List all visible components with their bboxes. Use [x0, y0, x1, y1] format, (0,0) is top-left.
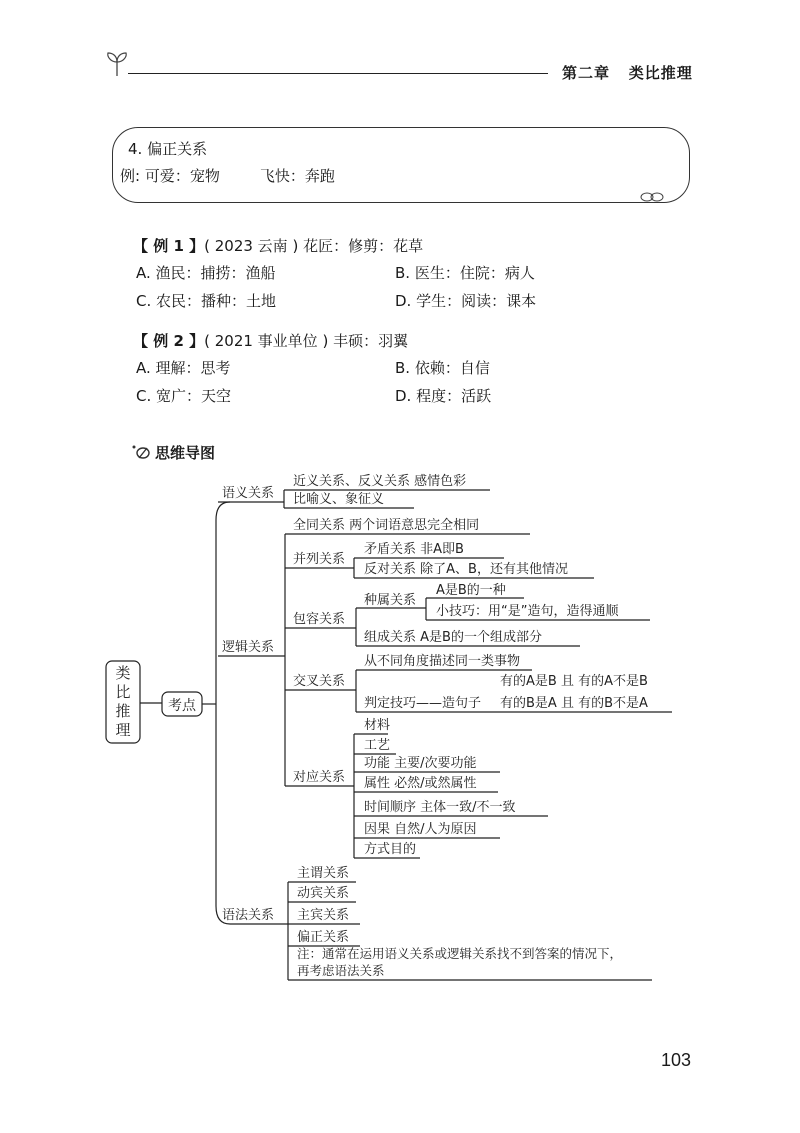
- zhongshu-a: A是B的一种: [436, 583, 506, 598]
- jiaocha-label: 交叉关系: [293, 674, 346, 689]
- option-2c[interactable]: C. 宽广：天空: [136, 387, 232, 405]
- maodun: 矛盾关系 非A即B: [364, 542, 464, 557]
- yuyi-item-1: 近义关系、反义关系 感情色彩: [293, 474, 467, 489]
- note-line-2: 再考虑语法关系: [297, 963, 385, 978]
- yf-1: 主谓关系: [297, 866, 350, 881]
- panding: 判定技巧——造句子: [364, 696, 482, 711]
- zucheng: 组成关系 A是B的一个组成部分: [364, 630, 542, 645]
- yufa-label: 语法关系: [222, 908, 275, 923]
- example-1-stem: 【 例 1 】( 2023 云南 ) 花匠：修剪：花草: [133, 237, 424, 255]
- root-char-3: 推: [115, 702, 131, 720]
- option-2d[interactable]: D. 程度：活跃: [395, 387, 492, 405]
- root-char-1: 类: [115, 664, 131, 682]
- box-example: 例: 可爱：宠物 飞快：奔跑: [120, 167, 335, 185]
- kaodian-label: 考点: [168, 698, 196, 714]
- option-1b[interactable]: B. 医生：住院：病人: [395, 264, 535, 282]
- option-1a[interactable]: A. 渔民：捕捞：渔船: [136, 264, 276, 282]
- baorong-label: 包容关系: [293, 612, 346, 627]
- note-line-1: 注：通常在运用语义关系或逻辑关系找不到答案的情况下，: [297, 946, 623, 961]
- xiaojiqiao: 小技巧：用“是”造句，造得通顺: [436, 604, 619, 619]
- luoji-label: 逻辑关系: [222, 640, 275, 655]
- fandui: 反对关系 除了A、B，还有其他情况: [364, 562, 568, 577]
- dy-7: 方式目的: [364, 842, 417, 857]
- jiaocha-3: 有的B是A 且 有的B不是A: [500, 696, 648, 711]
- option-1c[interactable]: C. 农民：播种：土地: [136, 292, 277, 310]
- option-2a[interactable]: A. 理解：思考: [136, 359, 231, 377]
- yf-2: 动宾关系: [297, 886, 350, 901]
- yf-4: 偏正关系: [297, 930, 350, 945]
- zhongshu-label: 种属关系: [364, 593, 417, 608]
- jiaocha-2: 有的A是B 且 有的A不是B: [500, 674, 648, 689]
- binglie-label: 并列关系: [293, 552, 346, 567]
- root-char-4: 理: [115, 721, 131, 739]
- mindmap-heading: 思维导图: [155, 444, 216, 462]
- duiying-label: 对应关系: [293, 770, 346, 785]
- dy-4: 属性 必然/或然属性: [364, 776, 477, 791]
- option-2b[interactable]: B. 依赖：自信: [395, 359, 490, 377]
- dy-1: 材料: [364, 718, 391, 733]
- chapter-header: 第二章 类比推理: [562, 64, 693, 82]
- root-char-2: 比: [115, 683, 131, 701]
- yuyi-item-2: 比喻义、象征义: [293, 492, 385, 507]
- option-1d[interactable]: D. 学生：阅读：课本: [395, 292, 537, 310]
- page-number: 103: [661, 1050, 692, 1070]
- dy-3: 功能 主要/次要功能: [364, 756, 477, 771]
- dy-5: 时间顺序 主体一致/不一致: [364, 800, 516, 815]
- yf-3: 主宾关系: [297, 908, 350, 923]
- box-title: 4. 偏正关系: [128, 140, 208, 158]
- jiaocha-1: 从不同角度描述同一类事物: [364, 654, 521, 669]
- example-2-stem: 【 例 2 】( 2021 事业单位 ) 丰硕：羽翼: [133, 332, 409, 350]
- yuyi-label: 语义关系: [222, 486, 275, 501]
- dy-6: 因果 自然/人为原因: [364, 822, 477, 837]
- quantong: 全同关系 两个词语意思完全相同: [293, 518, 480, 533]
- dy-2: 工艺: [364, 738, 391, 753]
